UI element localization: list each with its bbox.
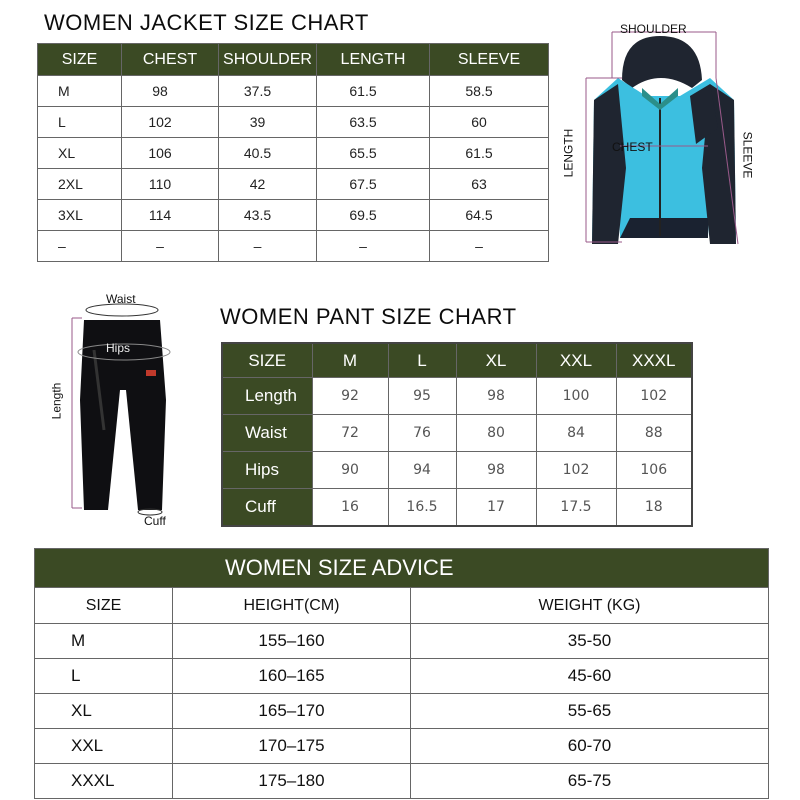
table-cell: 84 (536, 415, 616, 452)
table-row (222, 452, 692, 489)
pant-chart-title: WOMEN PANT SIZE CHART (220, 304, 517, 329)
table-cell: 80 (456, 415, 536, 452)
pant-illustration (50, 290, 190, 530)
table-cell: 65.5 (317, 138, 430, 169)
column-header-xxl: XXL (536, 343, 616, 378)
cuff-label: Cuff (144, 514, 166, 528)
table-cell: 17.5 (536, 489, 616, 527)
column-header-sleeve: SLEEVE (430, 44, 549, 76)
table-row (35, 694, 769, 729)
table-cell: M (38, 76, 122, 107)
table-cell: 55-65 (411, 694, 769, 729)
table-row (38, 169, 549, 200)
table-cell: 165–170 (173, 694, 411, 729)
table-cell: 106 (616, 452, 692, 489)
column-header-chest: CHEST (122, 44, 219, 76)
table-header-row (222, 343, 692, 378)
table-cell: 63.5 (317, 107, 430, 138)
table-cell: 98 (122, 76, 219, 107)
table-cell: M (35, 624, 173, 659)
table-cell: 95 (388, 378, 456, 415)
row-header-hips: Hips (222, 452, 312, 489)
table-cell: 69.5 (317, 200, 430, 231)
table-cell: 18 (616, 489, 692, 527)
table-cell: 102 (616, 378, 692, 415)
table-cell: 76 (388, 415, 456, 452)
table-cell: 42 (219, 169, 317, 200)
shoulder-label: SHOULDER (620, 22, 687, 36)
jacket-illustration (560, 18, 760, 258)
table-row (35, 729, 769, 764)
column-header-m: M (312, 343, 388, 378)
table-cell: 106 (122, 138, 219, 169)
column-header-height: HEIGHT(CM) (173, 588, 411, 624)
table-cell: 61.5 (430, 138, 549, 169)
table-cell: 60 (430, 107, 549, 138)
column-header-l: L (388, 343, 456, 378)
table-cell: 90 (312, 452, 388, 489)
table-row (38, 138, 549, 169)
table-cell: – (122, 231, 219, 262)
column-header-size: SIZE (35, 588, 173, 624)
row-header-cuff: Cuff (222, 489, 312, 527)
table-cell: 3XL (38, 200, 122, 231)
table-row (222, 378, 692, 415)
length-label: Length (49, 382, 64, 420)
table-cell: 98 (456, 452, 536, 489)
table-cell: – (38, 231, 122, 262)
table-header-row (38, 44, 549, 76)
table-cell: 58.5 (430, 76, 549, 107)
table-cell: L (38, 107, 122, 138)
table-cell: 37.5 (219, 76, 317, 107)
table-cell: 88 (616, 415, 692, 452)
column-header-size: SIZE (222, 343, 312, 378)
table-row (35, 659, 769, 694)
table-cell: 61.5 (317, 76, 430, 107)
table-row (38, 107, 549, 138)
table-cell: 72 (312, 415, 388, 452)
table-row (38, 231, 549, 262)
table-cell: 102 (536, 452, 616, 489)
table-row (35, 764, 769, 799)
column-header-weight: WEIGHT (KG) (411, 588, 769, 624)
table-row (35, 624, 769, 659)
row-header-length: Length (222, 378, 312, 415)
pant-size-table (221, 342, 693, 527)
table-cell: L (35, 659, 173, 694)
jacket-image (560, 18, 760, 258)
waist-label: Waist (106, 292, 136, 306)
table-cell: – (317, 231, 430, 262)
table-cell: 94 (388, 452, 456, 489)
table-cell: XL (38, 138, 122, 169)
table-cell: 64.5 (430, 200, 549, 231)
table-cell: XXL (35, 729, 173, 764)
table-cell: 60-70 (411, 729, 769, 764)
table-cell: XXXL (35, 764, 173, 799)
advice-banner-row (35, 549, 769, 588)
table-row (222, 489, 692, 527)
table-cell: 114 (122, 200, 219, 231)
table-cell: 35-50 (411, 624, 769, 659)
table-cell: 2XL (38, 169, 122, 200)
table-row (38, 200, 549, 231)
chest-label: CHEST (612, 140, 653, 154)
table-cell: 45-60 (411, 659, 769, 694)
table-cell: XL (35, 694, 173, 729)
size-advice-table (34, 548, 769, 799)
size-advice-title: WOMEN SIZE ADVICE (35, 549, 769, 588)
table-row (222, 415, 692, 452)
table-cell: 63 (430, 169, 549, 200)
table-cell: 92 (312, 378, 388, 415)
row-header-waist: Waist (222, 415, 312, 452)
column-header-shoulder: SHOULDER (219, 44, 317, 76)
column-header-size: SIZE (38, 44, 122, 76)
sleeve-label: SLEEVE (740, 131, 755, 179)
table-cell: 16.5 (388, 489, 456, 527)
length-label: LENGTH (561, 128, 576, 178)
table-cell: 43.5 (219, 200, 317, 231)
jacket-size-table (37, 43, 549, 262)
table-cell: 102 (122, 107, 219, 138)
table-cell: 16 (312, 489, 388, 527)
column-header-xxxl: XXXL (616, 343, 692, 378)
table-cell: 98 (456, 378, 536, 415)
table-cell: 100 (536, 378, 616, 415)
pant-image (50, 290, 190, 530)
table-cell: – (219, 231, 317, 262)
column-header-xl: XL (456, 343, 536, 378)
table-cell: 160–165 (173, 659, 411, 694)
table-cell: 175–180 (173, 764, 411, 799)
table-header-row (35, 588, 769, 624)
table-cell: – (430, 231, 549, 262)
table-cell: 155–160 (173, 624, 411, 659)
table-cell: 39 (219, 107, 317, 138)
column-header-length: LENGTH (317, 44, 430, 76)
hips-label: Hips (106, 341, 131, 355)
table-cell: 110 (122, 169, 219, 200)
table-cell: 17 (456, 489, 536, 527)
table-row (38, 76, 549, 107)
jacket-chart-title: WOMEN JACKET SIZE CHART (44, 10, 369, 35)
table-cell: 170–175 (173, 729, 411, 764)
table-cell: 65-75 (411, 764, 769, 799)
table-cell: 67.5 (317, 169, 430, 200)
table-cell: 40.5 (219, 138, 317, 169)
